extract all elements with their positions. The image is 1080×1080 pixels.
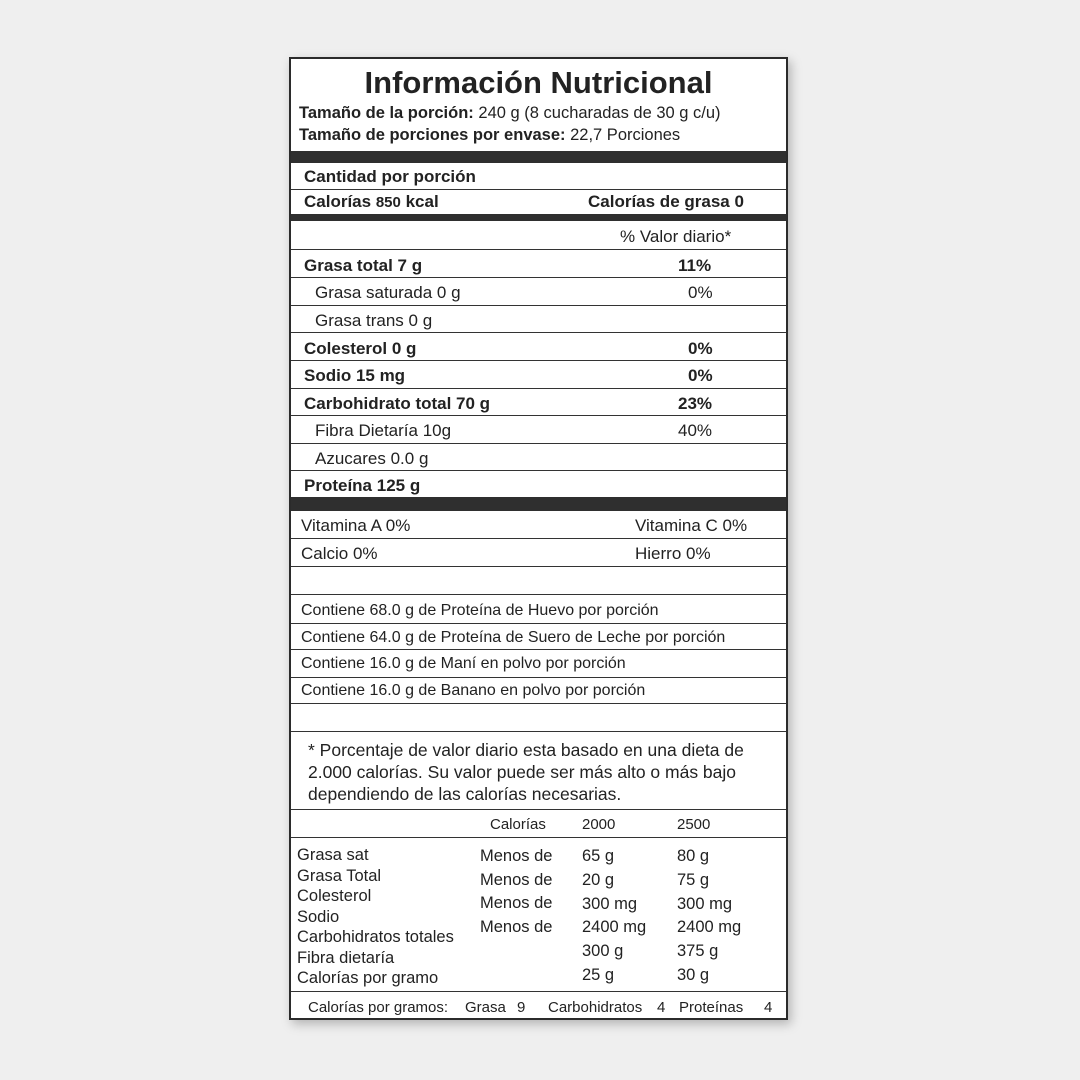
thick-divider <box>291 214 786 221</box>
calories-per-gram-fat-value: 9 <box>517 999 526 1016</box>
contains-peanut-powder: Contiene 16.0 g de Maní en polvo por porción <box>301 655 626 672</box>
daily-value-heading: % Valor diario* <box>620 227 732 246</box>
thick-divider <box>291 497 786 511</box>
vitamin-a: Vitamina A 0% <box>301 516 411 535</box>
nutrient-dv-sodium: 0% <box>688 366 713 385</box>
amount-per-serving-heading: Cantidad por porción <box>304 167 476 186</box>
nutrient-dv-cholesterol: 0% <box>688 339 713 358</box>
nutrient-dv-saturated-fat: 0% <box>688 283 713 302</box>
nutrient-name-sodium: Sodio 15 mg <box>304 366 406 385</box>
contains-whey-protein: Contiene 64.0 g de Proteína de Suero de Leche por porción <box>301 629 726 646</box>
contains-banana-powder: Contiene 16.0 g de Banano en polvo por porción <box>301 682 646 699</box>
divider <box>291 809 786 810</box>
calories-per-gram-carb-label: Carbohidratos <box>548 999 643 1016</box>
ref-values-2000: 65 g 20 g 300 mg 2400 mg 300 g 25 g <box>582 847 647 984</box>
ref-header-calories: Calorías <box>490 816 546 833</box>
divider <box>291 594 786 595</box>
nutrient-dv-total-fat: 11% <box>678 256 712 275</box>
iron: Hierro 0% <box>635 544 711 563</box>
serving-size-value: 240 g (8 cucharadas de 30 g c/u) <box>478 104 721 122</box>
nutrient-name-total-carbohydrate: Carbohidrato total 70 g <box>304 394 491 413</box>
calories-row <box>304 192 439 212</box>
divider <box>291 731 786 732</box>
divider <box>291 649 786 650</box>
nutrient-dv-total-carbohydrate: 23% <box>678 394 713 413</box>
divider <box>291 566 786 567</box>
divider <box>291 249 786 250</box>
nutrient-name-trans-fat: Grasa trans 0 g <box>315 311 433 330</box>
servings-per-container-value: 22,7 Porciones <box>570 126 681 144</box>
serving-size <box>299 104 721 123</box>
nutrient-name-dietary-fiber: Fibra Dietaría 10g <box>315 421 452 440</box>
divider <box>291 360 786 361</box>
contains-egg-protein: Contiene 68.0 g de Proteína de Huevo por porción <box>301 602 659 619</box>
nutrient-name-saturated-fat: Grasa saturada 0 g <box>315 283 461 302</box>
servings-per-container <box>299 126 680 145</box>
nutrition-facts-label <box>289 57 788 1020</box>
calcium: Calcio 0% <box>301 544 378 563</box>
divider <box>291 305 786 306</box>
nutrient-name-cholesterol: Colesterol 0 g <box>304 339 417 358</box>
ref-header-2500: 2500 <box>677 816 711 833</box>
serving-size-label: Tamaño de la porción: <box>299 104 474 122</box>
nutrient-name-protein: Proteína 125 g <box>304 476 421 495</box>
calories-per-gram-carb-value: 4 <box>657 999 666 1016</box>
ref-nutrient-names: Grasa sat Grasa Total Colesterol Sodio Carbohidratos totales Fibra dietaría Calorías por gramo <box>297 846 454 987</box>
divider <box>291 332 786 333</box>
calories-unit: kcal <box>405 192 439 211</box>
daily-value-footnote: * Porcentaje de valor diario esta basado en una dieta de 2.000 calorías. Su valor puede ser más alto o más bajo dependiendo de las calorías necesarias. <box>308 740 744 804</box>
divider <box>291 837 786 838</box>
ref-header-2000: 2000 <box>582 816 616 833</box>
servings-per-container-label: Tamaño de porciones por envase: <box>299 126 566 144</box>
ref-qualifiers: Menos de Menos de Menos de Menos de <box>480 847 553 936</box>
nutrient-dv-dietary-fiber: 40% <box>678 421 713 440</box>
calories-per-gram-fat-label: Grasa <box>465 999 506 1016</box>
divider <box>291 189 786 190</box>
label-title: Información Nutricional <box>364 65 713 100</box>
divider <box>291 703 786 704</box>
nutrient-name-total-fat: Grasa total 7 g <box>304 256 423 275</box>
thick-divider <box>291 151 786 163</box>
divider <box>291 623 786 624</box>
calories-per-gram-protein-value: 4 <box>764 999 773 1016</box>
calories-label: Calorías <box>304 192 372 211</box>
ref-values-2500: 80 g 75 g 300 mg 2400 mg 375 g 30 g <box>677 847 742 984</box>
fat-calories: Calorías de grasa 0 <box>588 192 744 211</box>
calories-per-gram-label: Calorías por gramos: <box>308 999 449 1016</box>
calories-value: 850 <box>375 194 401 211</box>
vitamin-c: Vitamina C 0% <box>635 516 748 535</box>
divider <box>291 277 786 278</box>
divider <box>291 415 786 416</box>
divider <box>291 470 786 471</box>
nutrient-name-sugars: Azucares 0.0 g <box>315 449 429 468</box>
calories-per-gram-protein-label: Proteínas <box>679 999 744 1016</box>
divider <box>291 443 786 444</box>
divider <box>291 538 786 539</box>
divider <box>291 388 786 389</box>
divider <box>291 991 786 992</box>
divider <box>291 677 786 678</box>
